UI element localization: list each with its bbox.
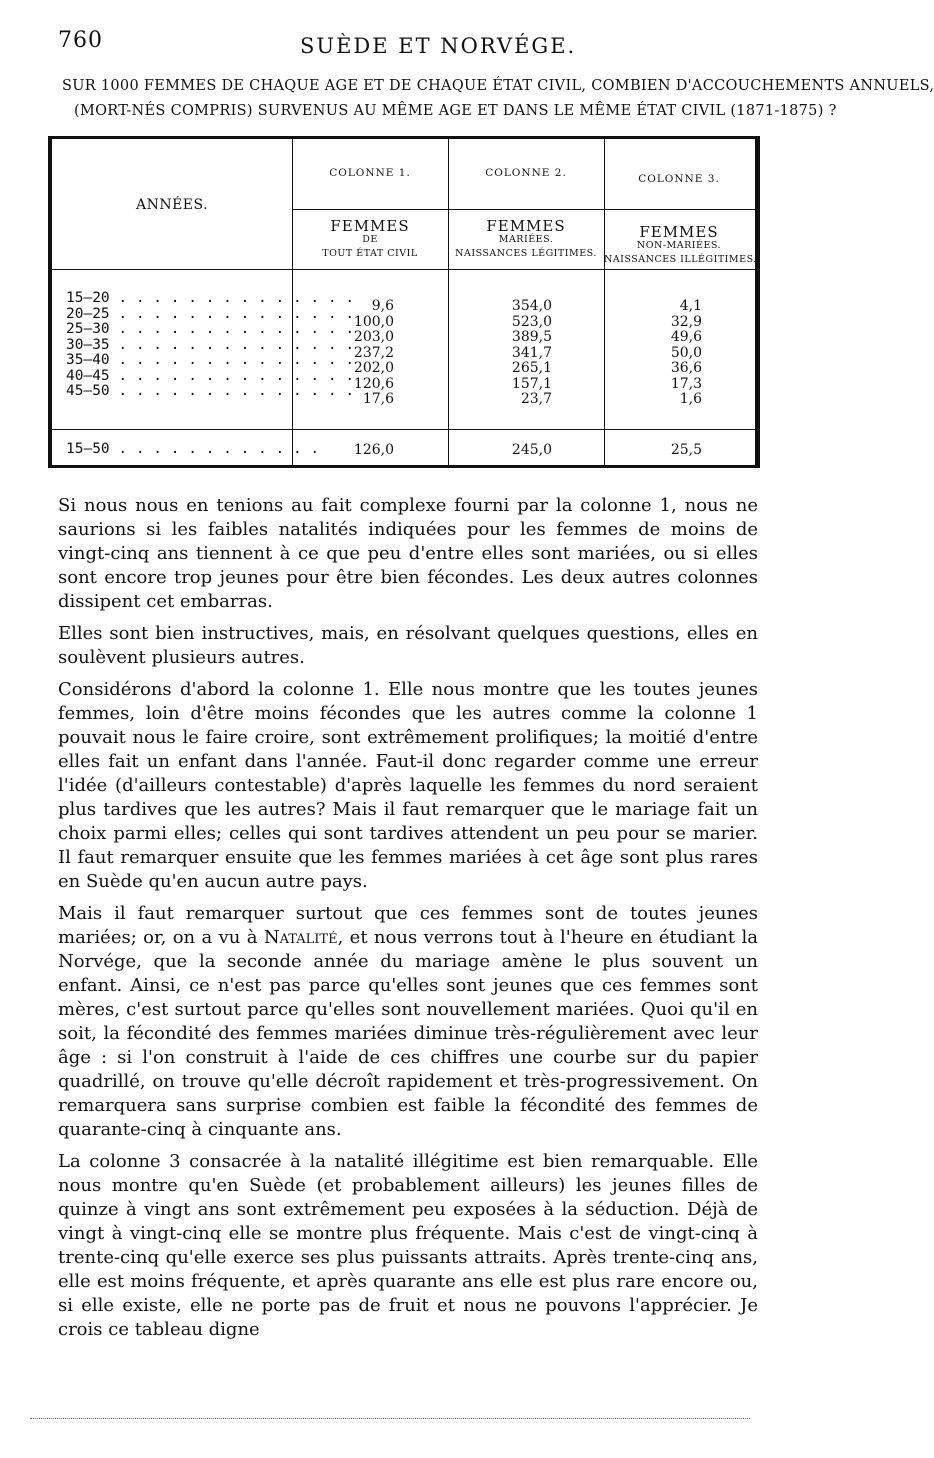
table-cell: 202,0 (353, 360, 394, 376)
table-cell: 50,0 (670, 344, 702, 361)
table-caption (62, 74, 934, 124)
page-number: 760 (58, 28, 103, 53)
table-row-age: 45—50 . . . . . . . . . . . . . . (66, 383, 355, 399)
table-cell: 17,6 (362, 391, 394, 407)
running-title: SUÈDE ET NORVÉGE. (300, 34, 577, 58)
table-cell: 341,7 (511, 344, 552, 361)
column-1-heading (292, 219, 448, 261)
column-rule (448, 139, 449, 465)
paragraph: Si nous nous en tenions au fait complexe fourni par la colonne 1, nous ne saurions si les faibles natalités indiquées pour les femmes de moins de vingt-cinq ans tiennent à ce que peu d'entre elles sont mariées, ou si elles sont encore trop jeunes pour être bien fécondes. Les deux autres colonnes dissipent cet embarras. (58, 495, 758, 612)
paragraph: Elles sont bien instructives, mais, en résolvant quelques questions, elles en soulèvent plusieurs autres. (58, 623, 758, 668)
column-2-values (482, 299, 552, 408)
table-cell: 9,6 (371, 298, 394, 314)
header-bottom-rule (52, 269, 755, 270)
column-3-line3: NAISSANCES ILLÉGITIMES. (604, 254, 757, 265)
table-cell: 1,6 (679, 391, 702, 407)
paragraph-text: Mais il faut remarquer surtout que ces femmes sont de toutes jeunes mariées; or, on a vu à (58, 903, 758, 948)
table-cell: 4,1 (679, 298, 702, 314)
column-2-label: COLONNE 2. (485, 167, 567, 179)
table-row-age: 25—30 . . . . . . . . . . . . . . (66, 321, 355, 337)
total-row-age: 15—50 . . . . . . . . . . . . (66, 441, 320, 457)
table-row-age: 20—25 . . . . . . . . . . . . . . (66, 305, 355, 322)
table-caption-line-2: (MORT-NÉS COMPRIS) SURVENUS AU MÊME AGE ET DANS LE MÊME ÉTAT CIVIL (1871-1875) ? (74, 103, 837, 119)
column-2-heading (448, 219, 604, 261)
column-3-title: FEMMES (639, 223, 719, 241)
table-row-age: 40—45 . . . . . . . . . . . . . . (66, 367, 355, 384)
table-row-age: 30—35 . . . . . . . . . . . . . . (66, 336, 355, 353)
column-3-heading (604, 223, 757, 267)
table-cell: 120,6 (353, 375, 394, 392)
table-row-age: 15—20 . . . . . . . . . . . . . . (66, 290, 355, 306)
column-3-line2: NON-MARIÉES. (636, 240, 722, 251)
column-1-line3: TOUT ÉTAT CIVIL (322, 248, 418, 259)
header-rule (292, 209, 755, 210)
column-1-title: FEMMES (330, 217, 410, 235)
age-labels (66, 291, 354, 400)
table-cell: 17,3 (670, 375, 702, 392)
table-cell: 354,0 (511, 298, 552, 314)
table-cell: 23,7 (520, 391, 552, 407)
column-2-line2: MARIÉES. (498, 234, 554, 245)
cross-reference: Natalité (263, 927, 338, 948)
table-cell: 237,2 (353, 344, 394, 361)
body-text (58, 494, 758, 1350)
table-cell: 265,1 (511, 360, 552, 376)
column-1-label: COLONNE 1. (329, 167, 411, 179)
table-cell: 100,0 (353, 313, 394, 330)
table-caption-line-1: SUR 1000 FEMMES DE CHAQUE AGE ET DE CHAQUE ÉTAT CIVIL, COMBIEN D'ACCOUCHEMENTS ANNUELS, (62, 78, 934, 94)
paragraph: Considérons d'abord la colonne 1. Elle nous montre que les toutes jeunes femmes, loin d'être moins fécondes que les autres comme la colonne 1 pouvait nous le faire croire, sont extrêmement prolifiques; la moitié d'entre elles fait un enfant dans l'année. Faut-il donc regarder comme une erreur l'idée (d'ailleurs contestable) d'après laquelle les femmes du nord seraient plus tardives que les autres? Mais il faut remarquer que le mariage fait un choix parmi elles; celles qui sont tardives attendent un peu pour se marier. Il faut remarquer ensuite que les femmes mariées à cet âge sont plus rares en Suède qu'en aucun autre pays. (58, 679, 758, 892)
total-column-3: 25,5 (670, 442, 702, 458)
table-row-age: 35—40 . . . . . . . . . . . . . . (66, 352, 355, 368)
column-3-values (644, 299, 702, 408)
paragraph (58, 902, 758, 1142)
table-cell: 157,1 (511, 375, 552, 392)
table-cell: 49,6 (670, 329, 702, 345)
total-rule (52, 429, 755, 430)
table-cell: 203,0 (353, 329, 394, 345)
column-2-title: FEMMES (486, 217, 566, 235)
paragraph-text: , et nous verrons tout à l'heure en étudiant la Norvége, que la seconde année du mariage amène le plus souvent un enfant. Ainsi, ce n'est pas parce qu'elles sont jeunes que ces femmes sont mères, c'est surtout parce qu'elles sont nouvellement mariées. Quoi qu'il en soit, la fécondité des femmes mariées diminue très-régulièrement avec leur âge : si l'on construit à l'aide de ces chiffres une courbe sur du papier quadrillé, on trouve qu'elle décroît rapidement et très-progressivement. On remarquera sans surprise combien est faible la fécondité des femmes de quarante-cinq à cinquante ans. (58, 927, 758, 1140)
column-rule (604, 139, 605, 465)
column-3-label: COLONNE 3. (638, 173, 720, 185)
footer-rule (30, 1418, 750, 1419)
fertility-table (48, 136, 760, 468)
table-cell: 32,9 (670, 313, 702, 330)
table-cell: 389,5 (511, 329, 552, 345)
total-column-2: 245,0 (511, 442, 552, 458)
table-cell: 36,6 (670, 360, 702, 376)
table-cell: 523,0 (511, 313, 552, 330)
column-1-line2: DE (362, 234, 378, 245)
column-2-line3: NAISSANCES LÉGITIMES. (455, 248, 597, 259)
row-header: ANNÉES. (135, 197, 209, 213)
total-column-1: 126,0 (353, 442, 394, 458)
paragraph: La colonne 3 consacrée à la natalité illégitime est bien remarquable. Elle nous montre qu'en Suède (et probablement ailleurs) les jeunes filles de quinze à vingt ans sont extrêmement peu exposées à la séduction. Déjà de vingt à vingt-cinq elle se montre plus fréquente. Mais c'est de vingt-cinq à trente-cinq qu'elle exerce ses plus puissants attraits. Après trente-cinq ans, elle est moins fréquente, et après quarante ans elle est plus rare encore ou, si elle existe, elle ne porte pas de fruit et nous ne pouvons l'apprécier. Je crois ce tableau digne (58, 1151, 758, 1340)
column-1-values (322, 299, 394, 408)
